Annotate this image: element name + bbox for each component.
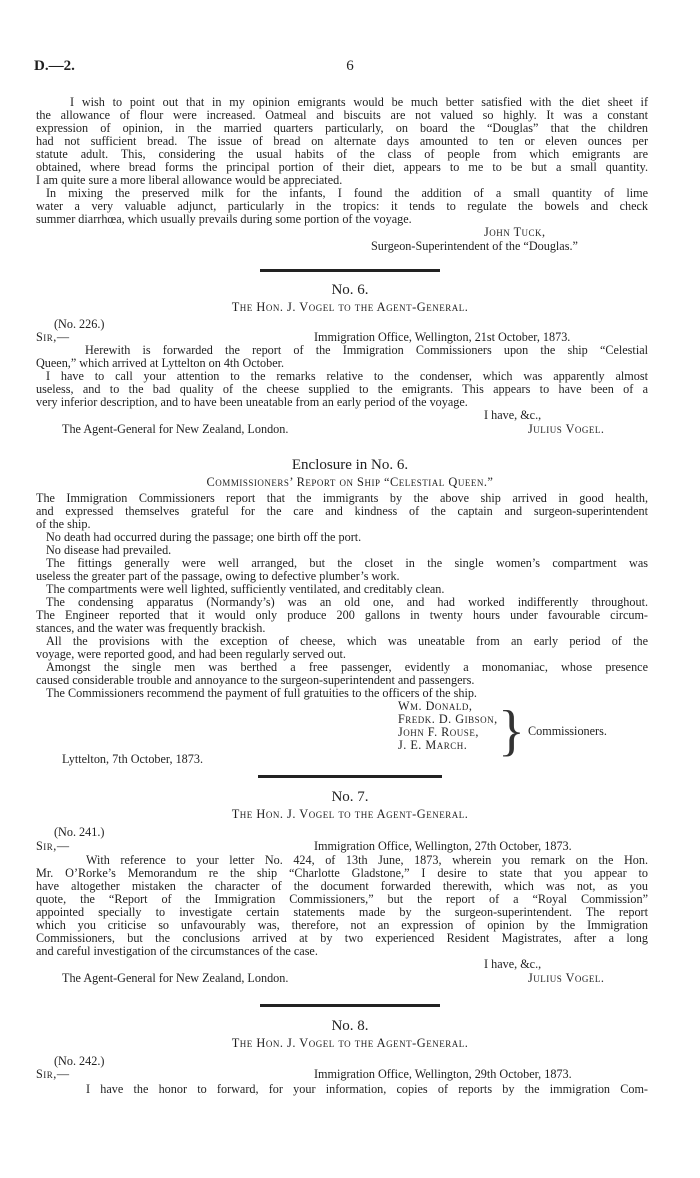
dateline: Immigration Office, Wellington, 21st October, 1873. <box>314 330 571 344</box>
text-line: of the ship. <box>36 517 91 531</box>
commissioner-name: Fredk. D. Gibson, <box>398 712 498 726</box>
letter-title: No. 7. <box>331 789 369 805</box>
text-line: quote, the “Report of the Immigration Commissioners,” but the report of a “Royal Commission” <box>36 892 648 906</box>
text-line: I have the honor to forward, for your information, copies of reports by the immigration Com- <box>86 1082 648 1096</box>
text-line: Commissioners, but the conclusions arrived at by two experienced Resident Magistrates, after a long <box>36 931 648 945</box>
section-rule <box>260 269 440 272</box>
signature: Julius Vogel. <box>528 422 605 436</box>
dateline: Immigration Office, Wellington, 29th October, 1873. <box>314 1067 572 1081</box>
text-line: and expressed themselves grateful for the care and kindness of the captain and surgeon-superintendent <box>36 504 648 518</box>
signature: Julius Vogel. <box>528 971 605 985</box>
section-rule <box>260 1004 440 1007</box>
text-line: Queen,” which arrived at Lyttelton on 4th October. <box>36 356 285 370</box>
text-line: In mixing the preserved milk for the infants, I found the addition of a small quantity of lime <box>46 186 648 200</box>
salutation: Sir,— <box>36 1067 70 1081</box>
text-line: Amongst the single men was berthed a free passenger, evidently a monomaniac, whose presence <box>46 660 648 674</box>
text-line: statute adult. This, considering the usual habits of the class of people from which emigrants are <box>36 147 648 161</box>
text-line: No disease had prevailed. <box>46 543 172 557</box>
text-line: voyage, were reported good, and had been regularly served out. <box>36 647 346 661</box>
letter-reference: (No. 242.) <box>54 1054 105 1068</box>
text-line: very inferior description, and to have been uneatable from an early period of the voyage. <box>36 395 468 409</box>
text-line: and careful investigation of the circumstances of the case. <box>36 944 318 958</box>
letter-reference: (No. 241.) <box>54 825 105 839</box>
text-line: water a very valuable adjunct, particularly in the tropics: it tends to regulate the bowels and check <box>36 199 648 213</box>
text-line: The compartments were well lighted, sufficiently ventilated, and creditably clean. <box>46 582 445 596</box>
enclosure-title: Enclosure in No. 6. <box>291 457 409 473</box>
document-reference: D.—2. <box>34 58 75 74</box>
letter-subtitle: The Hon. J. Vogel to the Agent-General. <box>231 300 469 314</box>
text-line: Mr. O’Rorke’s Memorandum re the ship “Charlotte Gladstone,” I desire to state that you appear to <box>36 866 648 880</box>
text-line: I wish to point out that in my opinion emigrants would be much better satisfied with the diet sheet if <box>70 95 648 109</box>
signature-name: John Tuck, <box>484 225 546 239</box>
text-line: No death had occurred during the passage; one birth off the port. <box>46 530 362 544</box>
text-line: The fittings generally were well arranged, but the closet in the single women’s compartment was <box>46 556 648 570</box>
commissioner-name: J. E. March. <box>398 738 468 752</box>
salutation: Sir,— <box>36 330 70 344</box>
text-line: All the provisions with the exception of cheese, which was uneatable from an early period of the <box>46 634 648 648</box>
letter-subtitle: The Hon. J. Vogel to the Agent-General. <box>231 807 469 821</box>
commissioner-name: Wm. Donald, <box>398 699 473 713</box>
commissioners-label: Commissioners. <box>528 724 607 738</box>
text-line: I have to call your attention to the remarks relative to the condenser, which was apparently almost <box>46 369 648 383</box>
closing: I have, &c., <box>484 408 542 422</box>
text-line: The condensing apparatus (Normandy’s) was an old one, and had worked indifferently throughout. <box>46 595 648 609</box>
text-line: useless the greater part of the passage, owing to defective plumber’s work. <box>36 569 400 583</box>
text-line: expression of opinion, in the married quarters particularly, on board the “Douglas” that the children <box>36 121 648 135</box>
commissioner-name: John F. Rouse, <box>398 725 479 739</box>
brace-symbol: } <box>498 700 525 762</box>
addressee: The Agent-General for New Zealand, London. <box>62 971 289 985</box>
letter-title: No. 6. <box>331 282 369 298</box>
text-line: caused considerable trouble and annoyance to the surgeon-superintendent and passengers. <box>36 673 475 687</box>
text-line: With reference to your letter No. 424, of 13th June, 1873, wherein you remark on the Hon. <box>86 853 648 867</box>
text-line: have altogether mistaken the character of the document forwarded therewith, which was not, as you <box>36 879 648 893</box>
letter-subtitle: The Hon. J. Vogel to the Agent-General. <box>231 1036 469 1050</box>
text-line: The Commissioners recommend the payment of full gratuities to the officers of the ship. <box>46 686 477 700</box>
salutation: Sir,— <box>36 839 70 853</box>
dateline: Immigration Office, Wellington, 27th October, 1873. <box>314 839 572 853</box>
text-line: the allowance of flour were increased. Oatmeal and biscuits are not valued so highly. It was a constant <box>36 108 648 122</box>
addressee: The Agent-General for New Zealand, London. <box>62 422 289 436</box>
text-line: obtained, where bread forms the principal portion of their diet, appears to me to be but a small quantity. <box>36 160 648 174</box>
text-line: useless, and to the bad quality of the cheese supplied to the emigrants. This appears to have been of a <box>36 382 648 396</box>
letter-reference: (No. 226.) <box>54 317 105 331</box>
letter-title: No. 8. <box>331 1018 369 1034</box>
text-line: I am quite sure a more liberal allowance would be appreciated. <box>36 173 343 187</box>
text-line: summer diarrhœa, which usually prevails during some portion of the voyage. <box>36 212 412 226</box>
text-line: Herewith is forwarded the report of the Immigration Commissioners upon the ship “Celestial <box>85 343 648 357</box>
text-line: The Immigration Commissioners report that the immigrants by the above ship arrived in good health, <box>36 491 648 505</box>
text-line: appointed specially to investigate certain statements made by the surgeon-superintendent. The report <box>36 905 648 919</box>
signature-title: Surgeon-Superintendent of the “Douglas.” <box>371 239 578 253</box>
text-line: The Engineer reported that it would only produce 200 gallons in twenty hours under favourable circum- <box>36 608 648 622</box>
closing: I have, &c., <box>484 957 542 971</box>
text-line: which you criticise so unfavourably was, therefore, not an expression of opinion by the Immigration <box>36 918 648 932</box>
enclosure-subtitle: Commissioners’ Report on Ship “Celestial Queen.” <box>206 475 494 489</box>
text-line: stances, and the water was frequently brackish. <box>36 621 266 635</box>
page-number: 6 <box>346 58 354 74</box>
place-date: Lyttelton, 7th October, 1873. <box>62 752 204 766</box>
section-rule <box>258 775 442 778</box>
text-line: had not sufficient bread. The issue of bread on alternate days amounted to ten or eleven ounces per <box>36 134 648 148</box>
